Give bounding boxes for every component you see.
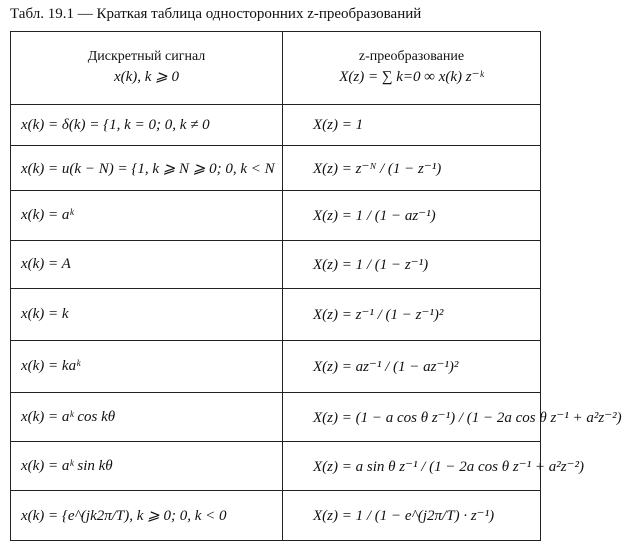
signal-cell: x(k) = {e^(jk2π/T), k ⩾ 0; 0, k < 0 — [11, 491, 283, 541]
transform-cell: X(z) = 1 / (1 − az⁻¹) — [283, 191, 541, 241]
signal-cell: x(k) = k — [11, 289, 283, 341]
table-row — [11, 146, 541, 191]
transform-cell: X(z) = (1 − a cos θ z⁻¹) / (1 − 2a cos θ z⁻¹ + a²z⁻²) — [283, 393, 541, 442]
table-row — [11, 191, 541, 241]
transform-cell: X(z) = 1 — [283, 105, 541, 146]
signal-cell: x(k) = u(k − N) = {1, k ⩾ N ⩾ 0; 0, k < N — [11, 146, 283, 191]
table-row — [11, 442, 541, 491]
table-row — [11, 491, 541, 541]
transform-cell: X(z) = 1 / (1 − e^(j2π/T) · z⁻¹) — [283, 491, 541, 541]
header-signal-title: Дискретный сигнал — [87, 49, 206, 65]
table-caption: Табл. 19.1 — Краткая таблица односторонних z-преобразований — [10, 6, 422, 22]
transform-cell: X(z) = z⁻ᴺ / (1 − z⁻¹) — [283, 146, 541, 191]
table-header-row — [11, 32, 541, 105]
transform-cell: X(z) = z⁻¹ / (1 − z⁻¹)² — [283, 289, 541, 341]
header-transform-definition: X(z) = ∑ k=0 ∞ x(k) z⁻ᵏ — [339, 69, 484, 86]
table-row — [11, 393, 541, 442]
signal-cell: x(k) = aᵏ cos kθ — [11, 393, 283, 442]
signal-cell: x(k) = kaᵏ — [11, 341, 283, 393]
table-row — [11, 105, 541, 146]
transform-cell: X(z) = az⁻¹ / (1 − az⁻¹)² — [283, 341, 541, 393]
signal-cell: x(k) = δ(k) = {1, k = 0; 0, k ≠ 0 — [11, 105, 283, 146]
transform-cell: X(z) = 1 / (1 − z⁻¹) — [283, 241, 541, 289]
signal-cell: x(k) = aᵏ sin kθ — [11, 442, 283, 491]
header-signal-domain: x(k), k ⩾ 0 — [113, 69, 180, 86]
header-transform-title: z-преобразование — [358, 49, 465, 65]
signal-cell: x(k) = aᵏ — [11, 191, 283, 241]
table-row — [11, 289, 541, 341]
table-row — [11, 241, 541, 289]
transform-cell: X(z) = a sin θ z⁻¹ / (1 − 2a cos θ z⁻¹ + a²z⁻²) — [283, 442, 541, 491]
signal-cell: x(k) = A — [11, 241, 283, 289]
z-transform-table — [10, 31, 622, 541]
header-transform — [283, 32, 541, 105]
table-row — [11, 341, 541, 393]
header-signal — [11, 32, 283, 105]
